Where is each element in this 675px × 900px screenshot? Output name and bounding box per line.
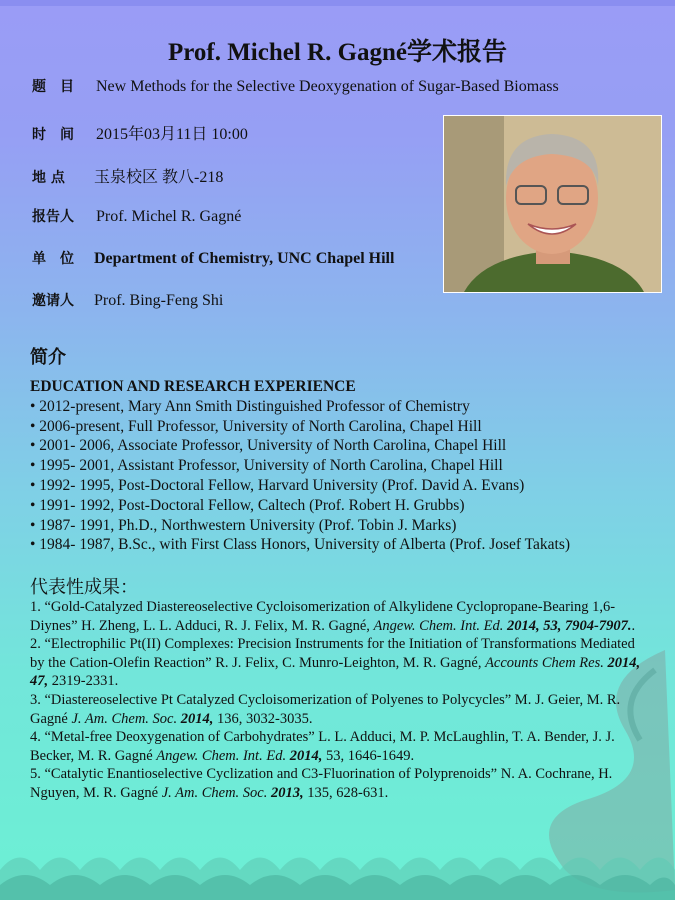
info-label: 地 点	[32, 170, 65, 186]
info-label: 报告人	[32, 209, 74, 225]
info-location	[32, 164, 223, 187]
publication-item	[30, 598, 650, 635]
pub-year: 2013,	[267, 784, 304, 801]
pub-pages: 53, 1646-1649.	[322, 747, 415, 764]
info-value: 玉泉校区 教八-218	[94, 169, 224, 186]
education-heading: EDUCATION AND RESEARCH EXPERIENCE	[30, 378, 356, 395]
education-item: • 1992- 1995, Post-Doctoral Fellow, Harvard University (Prof. David A. Evans)	[30, 476, 525, 494]
publication-item	[30, 691, 650, 728]
education-item: • 1987- 1991, Ph.D., Northwestern University (Prof. Tobin J. Marks)	[30, 516, 457, 534]
info-label: 时 间	[32, 127, 74, 143]
info-label: 邀请人	[32, 293, 74, 309]
pub-journal: J. Am. Chem. Soc.	[161, 784, 268, 801]
pub-journal: Accounts Chem Res.	[485, 654, 604, 671]
info-time	[32, 121, 248, 144]
publications-list	[30, 598, 650, 803]
top-border	[0, 0, 675, 6]
education-item: • 2001- 2006, Associate Professor, University of North Carolina, Chapel Hill	[30, 437, 507, 455]
speaker-photo	[443, 115, 662, 293]
pub-journal: Angew. Chem. Int. Ed.	[156, 747, 287, 764]
info-affiliation	[32, 248, 394, 268]
education-section	[30, 377, 570, 555]
education-item: • 1991- 1992, Post-Doctoral Fellow, Caltech (Prof. Robert H. Grubbs)	[30, 496, 465, 514]
pub-year: 2014, 53, 7904-7907.	[503, 617, 632, 634]
info-value: New Methods for the Selective Deoxygenation of Sugar-Based Biomass	[96, 78, 559, 95]
info-value: 2015年03月11日 10:00	[96, 126, 248, 143]
page-title: Prof. Michel R. Gagné学术报告	[167, 39, 508, 66]
waves-decoration-icon	[0, 830, 675, 900]
pub-text: 1. “Gold-Catalyzed Diastereoselective Cycloisomerization of Alkylidene Cyclopropane-Bearing 1,6-Diynes” H. Zheng, L. L. Adduci, R. J. Felix, M. R. Gagné,	[30, 599, 616, 634]
pub-text: 4. “Metal-free Deoxygenation of Carbohydrates” L. L. Adduci, M. P. McLaughlin, T. A. Bender, J. J. Becker, M. R. Gagné	[30, 729, 615, 764]
publication-item	[30, 635, 650, 691]
pub-journal: Angew. Chem. Int. Ed.	[373, 617, 504, 634]
info-label: 题 目	[32, 79, 74, 95]
education-item: • 1984- 1987, B.Sc., with First Class Honors, University of Alberta (Prof. Josef Takats)	[30, 536, 571, 554]
pub-journal: J. Am. Chem. Soc.	[71, 710, 178, 727]
publication-item	[30, 728, 650, 765]
publication-item	[30, 765, 650, 802]
education-item: • 1995- 2001, Assistant Professor, University of North Carolina, Chapel Hill	[30, 457, 503, 475]
publications-heading: 代表性成果：	[30, 577, 138, 598]
info-label: 单 位	[32, 251, 74, 267]
pub-pages: .	[631, 617, 636, 634]
info-value: Prof. Bing-Feng Shi	[94, 292, 224, 309]
pub-pages: 2319-2331.	[48, 673, 119, 690]
info-value: Department of Chemistry, UNC Chapel Hill	[94, 250, 395, 267]
education-item: • 2006-present, Full Professor, University of North Carolina, Chapel Hill	[30, 417, 482, 435]
pub-pages: 136, 3032-3035.	[213, 710, 313, 727]
info-speaker	[32, 206, 241, 226]
education-item: • 2012-present, Mary Ann Smith Distinguished Professor of Chemistry	[30, 397, 470, 415]
info-topic	[32, 76, 559, 96]
pub-year: 2014,	[286, 747, 323, 764]
intro-heading: 简介	[30, 347, 66, 368]
pub-year: 2014,	[177, 710, 214, 727]
pub-text: 3. “Diastereoselective Pt Catalyzed Cycloisomerization of Polyenes to Polycycles” M. J. Geier, M. R. Gagné	[30, 691, 621, 727]
pub-year: 2014, 47,	[30, 654, 641, 690]
pub-text: 5. “Catalytic Enantioselective Cyclization and C3-Fluorination of Polyprenoids” N. A. Cochrane, H. Nguyen, M. R. Gagné	[30, 766, 613, 801]
pub-text: 2. “Electrophilic Pt(II) Complexes: Precision Instruments for the Initiation of Transformations Mediated by the Cation-Olefin Reaction” R. J. Felix, C. Munro-Leighton, M. R. Gagné,	[30, 636, 635, 671]
pub-pages: 135, 628-631.	[303, 784, 389, 801]
info-value: Prof. Michel R. Gagné	[96, 208, 242, 225]
info-host	[32, 290, 223, 310]
